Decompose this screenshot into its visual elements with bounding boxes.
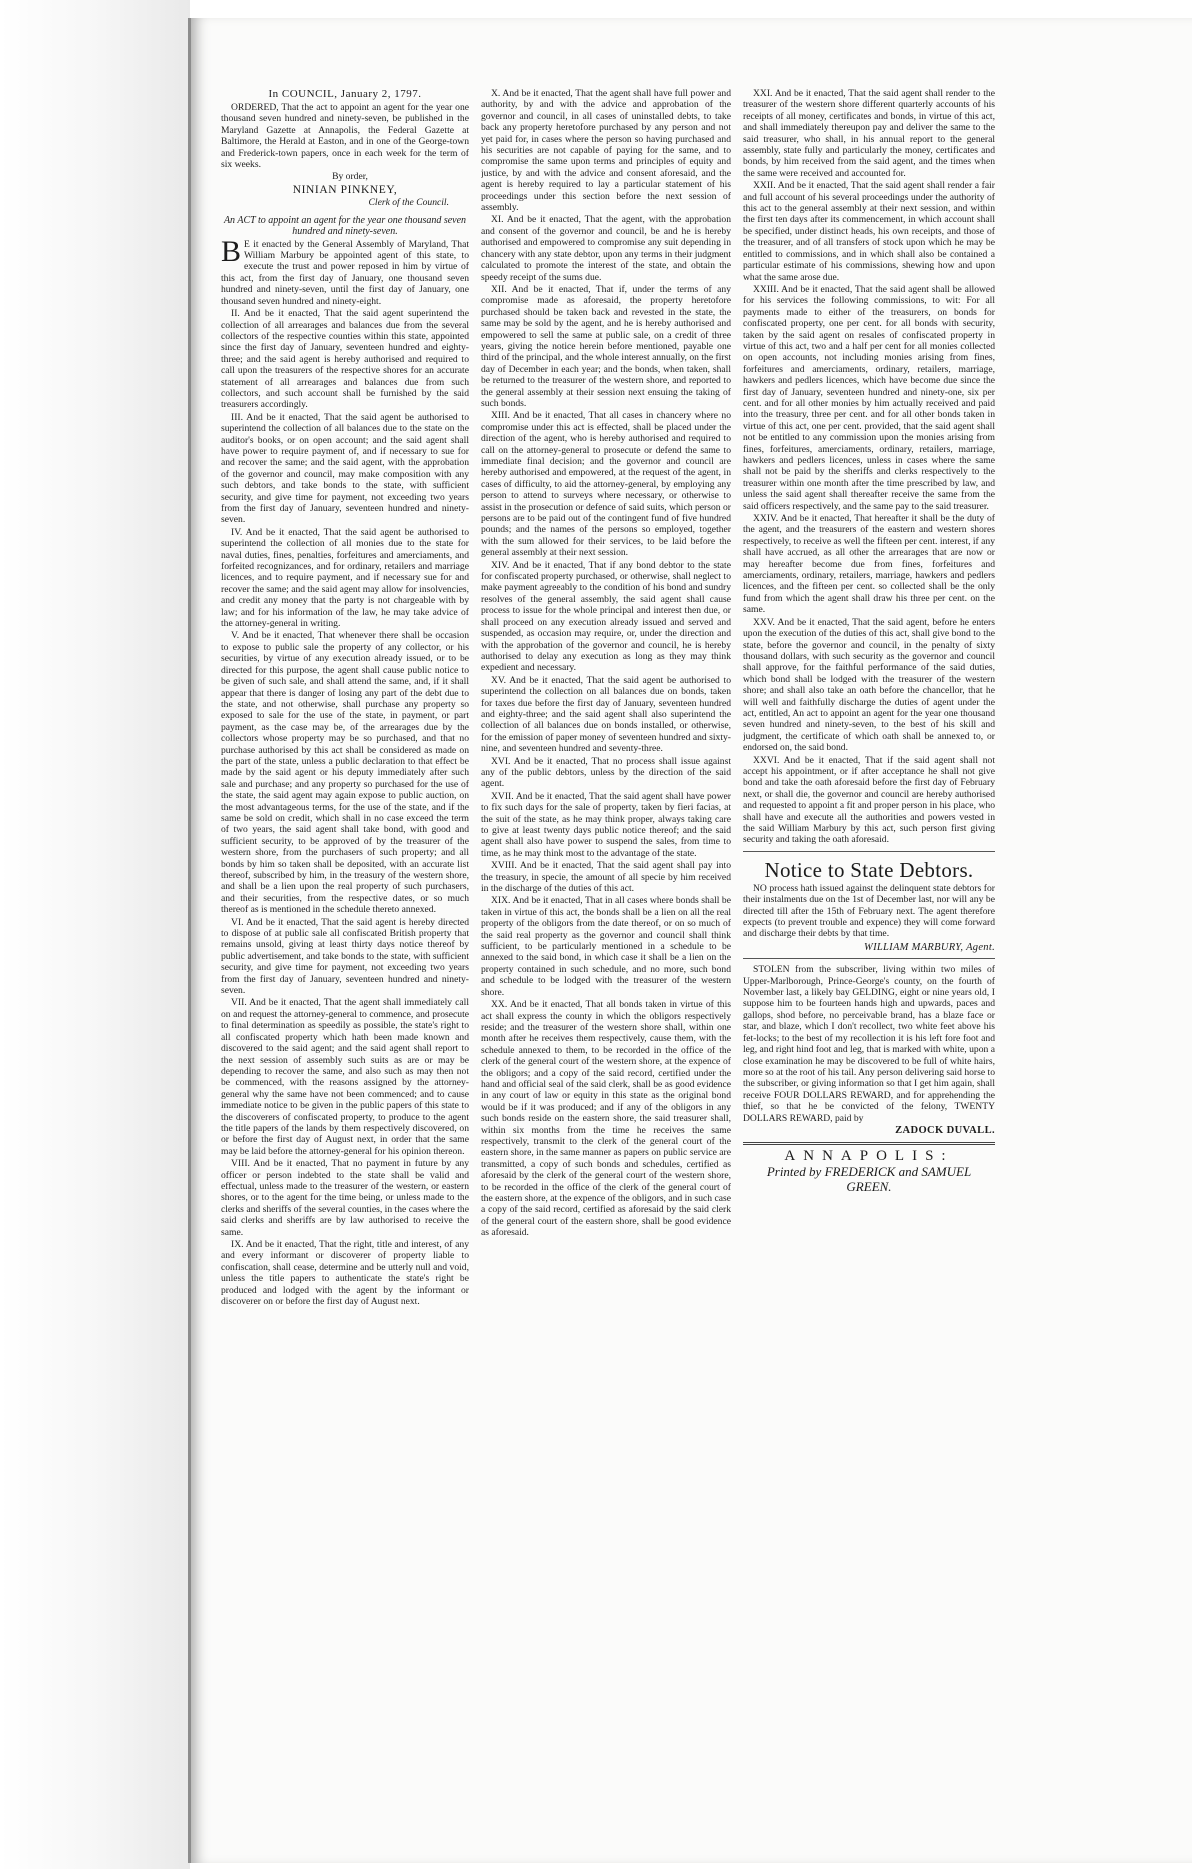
notice-body: NO process hath issued against the delinquent state debtors for their instalments due on the 1st of December last, nor will any be directed till after the 15th of February next. The agent therefore expects (to prevent trouble and expence) they will come forward and discharge their debts by that time. — [743, 882, 995, 940]
council-dateline: In COUNCIL, January 2, 1797. — [268, 88, 422, 100]
council-signer: NINIAN PINKNEY, — [292, 183, 398, 196]
column-3 — [743, 88, 995, 1823]
section-18: XVIII. And be it enacted, That the said agent shall pay into the treasury, in specie, the amount of all specie by him received in the discharge of the duties of this act. — [481, 860, 731, 895]
section-5: V. And be it enacted, That whenever there shall be occasion to expose to public sale the property of any collector, or his securities, by virtue of any execution already issued, or to be directed for this purpose, the agent shall cause public notice to be given of such sale, and shall attend the same, and, if it shall appear that there is danger of losing any part of the debt due to the state, and not otherwise, shall purchase any property so exposed to sale for the use of the state, in payment, or part payment, as the case may be, of the arrearages due by the collectors whose property may be so purchased, and that no purchase authorised by this act shall be considered as made on the part of the state, unless a public declaration to that effect be made by the said agent or his deputy immediately after such sale and purchase; and any property so purchased for the use of the state, the said agent may again expose to public auction, on the most advantageous terms, for the use of the state, and if the same be sold on credit, which shall in no case exceed the term of two years, the said agent shall take bond, with good and sufficient security, to be approved of by the treasurer of the western shore, from the purchasers of such property; and all bonds by him so taken shall be deposited, with an accurate list thereof, subscribed by him, in the treasury of the western shore, and shall be a lien upon the real property of such purchasers, and their securities, from the respective dates, or so much thereof as is mentioned in the schedule thereto annexed. — [221, 630, 469, 916]
section-16: XVI. And be it enacted, That no process shall issue against any of the public debtors, unless by the direction of the said agent. — [481, 755, 731, 790]
section-8: VIII. And be it enacted, That no payment in future by any officer or person indebted to the state shall be valid and effectual, unless made to the treasurer of the western, or eastern shores, or to the agent for the time being, or unless made to the clerks and sheriffs of the several counties, in the cases where the said clerks and sheriffs are by law authorised to receive the same. — [221, 1158, 469, 1238]
stolen-signer: ZADOCK DUVALL. — [895, 1124, 995, 1136]
section-divider — [743, 851, 995, 852]
section-1 — [221, 234, 469, 307]
section-22: XXII. And be it enacted, That the said agent shall render a fair and full account of his several proceedings under the authority of this act to the general assembly at their next session, and within the first ten days after its commencement, in which account shall be specified, under distinct heads, his own receipts, and those of the treasurer, and of all transfers of stock upon which he may be entitled to commissions, and in which shall also be contained a particular estimate of his commissions, shewing how and upon what the same arose due. — [743, 180, 995, 283]
book-spine-margin — [0, 0, 190, 1869]
imprint-city: ANNAPOLIS: — [784, 1148, 954, 1165]
section-21: XXI. And be it enacted, That the said agent shall render to the treasurer of the western shore different quarterly accounts of his receipts of all money, certificates and bonds, in virtue of this act, and shall immediately thereupon pay and deliver the same to the said treasurer, who shall, in his annual report to the general assembly, state fully and particularly the money, certificates and bonds, by him received from the said agent, and the times when the same were received and accounted for. — [743, 88, 995, 179]
section-24: XXIV. And be it enacted, That hereafter it shall be the duty of the agent, and the treasurers of the eastern and western shores respectively, to receive as well the fifteen per cent. interest, if any shall have accrued, as all other the arrearages that are now or may hereafter become due from fines, forfeitures and amerciaments, ordinary, retailers, marriage, hawkers and pedlers licences, and the fifteen per cent. so collected shall be the only fund from which the agent shall draw his three per cent. on the same. — [743, 513, 995, 616]
council-order: ORDERED, That the act to appoint an agent for the year one thousand seven hundred and ninety-seven, be published in the Maryland Gazette at Annapolis, the Federal Gazette at Baltimore, the Herald at Easton, and in one of the George-town and Frederick-town papers, once in each week for the term of six weeks. — [221, 102, 469, 171]
section-19: XIX. And be it enacted, That in all cases where bonds shall be taken in virtue of this act, the bonds shall be a lien on all the real property of the obligors from the date thereof, or on so much of the said real property as the governor and council shall think sufficient, to be particularly mentioned in a schedule to be annexed to the said bond, in which case it shall be a lien on the property contained in such schedule, and no more, such bond and schedule to be lodged with the treasurer of the western shore. — [481, 895, 731, 998]
section-23: XXIII. And be it enacted, That the said agent shall be allowed for his services the following commissions, to wit: For all payments made to either of the treasurers, on bonds for confiscated property, one per cent. for all bonds with security, taken by the said agent on resales of confiscated property in virtue of this act, two and a half per cent for all monies collected on open accounts, not including monies arising from fines, forfeitures and amerciaments, ordinary, retailers, marriage, hawkers and pedlers licences, which have become due since the first day of January, seventeen hundred and ninety-one, six per cent. and for all other monies by him actually received and paid into the treasury, three per cent. and for all other bonds taken in virtue of this act, one per cent. provided, that the said agent shall not be entitled to any commission upon the monies arising from fines, forfeitures, amerciaments, ordinary, retailers, marriage, hawkers and pedlers licences, unless in cases where the same shall not be paid by the sheriffs and clerks respectively to the treasurer within one month after the time prescribed by law, and unless the said agent shall thereafter receive the same from the said officers respectively, and the same pay to the said treasurer. — [743, 283, 995, 512]
section-15: XV. And be it enacted, That the said agent be authorised to superintend the collection on all balances due on bonds, taken for taxes due before the first day of January, seventeen hundred and eighty-three; and the said agent shall also superintend the collection of all balances due on bonds installed, or otherwise, for the emission of paper money of seventeen hundred and sixty-nine, and seventeen hundred and seventy-three. — [481, 674, 731, 755]
drop-cap-letter: B — [221, 234, 242, 268]
newspaper-page — [188, 18, 1192, 1863]
section-12: XII. And be it enacted, That if, under the terms of any compromise made as aforesaid, the property heretofore purchased should be taken back and revested in the state, the same may be sold by the agent, and he is hereby authorised and empowered to sell the same at public sale, on a credit of three years, giving the notice herein before mentioned, payable one third of the principal, and the whole interest annually, on the first day of December in each year; and the bonds, when taken, shall be returned to the treasurer of the western shore, and reported to the general assembly at their session next ensuing the taking of such bonds. — [481, 283, 731, 409]
section-2: II. And be it enacted, That the said agent superintend the collection of all arrearages and balances due from the several collectors of the respective counties within this state, appointed since the first day of January, seventeen hundred and eighty-three; and the said agent is hereby authorised and required to call upon the treasurers of the respective shores for an accurate statement of all arrearages and balances due from such collectors, and such account shall be furnished by the said treasurers accordingly. — [221, 308, 469, 411]
section-9: IX. And be it enacted, That the right, title and interest, of any and every informant or discoverer of property liable to confiscation, shall cease, determine and be utterly null and void, unless the title papers to authenticate the state's right be produced and lodged with the agent by the informant or discoverer on or before the first day of August next. — [221, 1239, 469, 1308]
notice-title: Notice to State Debtors. — [764, 857, 974, 882]
section-7: VII. And be it enacted, That the agent shall immediately call on and request the attorney-general to commence, and prosecute to final determination as speedily as possible, the state's right to all confiscated property which hath been made known and discovered to the said agent; and the said agent shall report to the next session of assembly such suits as are or may be depending to recover the same, and also such as may then not be commenced, with the reasons assigned by the attorney-general why the same have not been commenced; and to cause immediate notice to be given in the public papers of this state to the discoverers of confiscated property, to produce to the agent the title papers of the lands by them respectively discovered, on or before the first day of August next, in order that the same may be laid before the attorney-general for his opinion thereon. — [221, 997, 469, 1157]
section-17: XVII. And be it enacted, That the said agent shall have power to fix such days for the sale of property, taken by fieri facias, at the suit of the state, as he may think proper, always taking care to give at least twenty days public notice thereof; and the said agent shall also have power to suspend the sales, from time to time, as he may think most to the advantage of the state. — [481, 790, 731, 859]
section-6: VI. And be it enacted, That the said agent is hereby directed to dispose of at public sale all confiscated British property that remains unsold, giving at least thirty days notice thereof by public advertisement, and take bonds to the state, with sufficient security, and give time for payment, not exceeding two years from the first day of January, seventeen hundred and ninety-seven. — [221, 916, 469, 997]
section-3: III. And be it enacted, That the said agent be authorised to superintend the collection of all balances due to the state on the auditor's books, or on open account; and the said agent shall have power to require payment of, and if necessary to sue for and recover the same; and the said agent, with the approbation of the governor and council, may make composition with any such debtors, and take bonds to the state, with sufficient security, and give time for payment, not exceeding two years from the first day of January, seventeen hundred and ninety-seven. — [221, 411, 469, 526]
notice-signer: WILLIAM MARBURY, Agent. — [864, 941, 995, 953]
stolen-horse-notice: STOLEN from the subscriber, living within two miles of Upper-Marlborough, Prince-George's county, on the fourth of November last, a likely bay GELDING, eight or nine years old, I suppose him to be fourteen hands high and upwards, paces and gallops, shod before, no perceivable brand, has a blaze face or star, and blaze, which I don't recollect, two white feet above his fet-locks; to the best of my recollection it is his left fore foot and leg, and right hind foot and leg, that is marked with white, upon a close examination he may be discovered to be full of white hairs, more so at the root of his tail. Any person delivering said horse to the subscriber, or giving information so that I get him again, shall receive FOUR DOLLARS REWARD, and for apprehending the thief, so that he be convicted of the felony, TWENTY DOLLARS REWARD, paid by — [743, 964, 995, 1124]
section-4: IV. And be it enacted, That the said agent be authorised to superintend the collection of all monies due to the state for naval duties, fines, penalties, forfeitures and amerciaments, and forfeited recognizances, and for ordinary, retailers and marriage licences, and to require payment, and if necessary sue for and recover the same; and the said agent may allow for insolvencies, and credit any money that the party is not chargeable with by law; and for his information of the law, he may take advice of the attorney-general in writing. — [221, 526, 469, 630]
column-1 — [221, 88, 469, 1823]
section-26: XXVI. And be it enacted, That if the said agent shall not accept his appointment, or if after acceptance he shall not give bond and take the oath aforesaid before the first day of February next, or shall die, the governor and council are hereby authorised and requested to appoint a fit and proper person in his place, who shall have and execute all the authorities and powers vested in the said William Marbury by this act, such person first giving security and taking the oath aforesaid. — [743, 754, 995, 846]
section-14: XIV. And be it enacted, That if any bond debtor to the state for confiscated property purchased, or otherwise, shall neglect to make payment agreeably to the condition of his bond and sundry resolves of the general assembly, the said agent shall cause process to issue for the whole principal and interest then due, or shall proceed on any execution already issued and served and suspended, as occasion may require, or, under the direction and with the approbation of the governor and council, he is hereby authorised to delay any execution as long as they may think expedient and necessary. — [481, 559, 731, 674]
column-2 — [481, 88, 731, 1823]
imprint-printer: Printed by FREDERICK and SAMUEL GREEN. — [766, 1163, 972, 1194]
section-20: XX. And be it enacted, That all bonds taken in virtue of this act shall express the county in which the obligors respectively reside; and the treasurer of the western shore shall, within one month after he receives them respectively, cause them, with the schedule annexed to them, to be recorded in the office of the clerk of the general court of the western shore, at the expence of the obligors; and a copy of the said record, certified under the hand and official seal of the said clerk, shall be as good evidence in any court of law or equity in this state as the original bond would be if it was produced; and if any of the obligors in any such bonds reside on the eastern shore, the said treasurer shall, within six months from the time he receives the same respectively, transmit to the clerk of the general court of the eastern shore, in the same manner as papers on public service are transmitted, a copy of such bonds and schedules, certified as aforesaid by the clerk of the general court of the western shore, to be recorded in the office of the clerk of the general court of the eastern shore, at the expence of the obligors, and in such case a copy of the said record, certified as aforesaid by the said clerk of the general court of the eastern shore, shall be good evidence as aforesaid. — [481, 999, 731, 1239]
section-divider-2 — [743, 958, 995, 959]
by-order-line: By order, — [332, 171, 368, 183]
imprint-divider — [743, 1142, 995, 1145]
section-13: XIII. And be it enacted, That all cases in chancery where no compromise under this act is effected, shall be placed under the direction of the agent, who is hereby authorised and required to call on the attorney-general to prosecute or defend the same to immediate final decision; and the governor and council are hereby authorised and empowered, at the request of the agent, in cases of difficulty, to aid the attorney-general, by employing any person to attend to surveys where necessary, or otherwise to assist in the prosecution or defence of said suits, which person or persons are to be paid out of the contingent fund of five hundred pounds; and the names of the persons so employed, together with the sum allowed for their services, to be laid before the general assembly at their next session. — [481, 410, 731, 559]
section-10: X. And be it enacted, That the agent shall have full power and authority, by and with the advice and approbation of the governor and council, in all cases of uninstalled debts, to take back any property heretofore purchased by any person and not yet paid for, in cases where the person so having purchased and his securities are not capable of paying for the same, and to compromise the same upon terms and principles of equity and justice, by and with the advice and consent aforesaid, and the agent is hereby required to lay a particular statement of his proceedings under this section before the next session of assembly. — [481, 88, 731, 214]
section-11: XI. And be it enacted, That the agent, with the approbation and consent of the governor and council, be and he is hereby authorised and empowered to compromise any suit depending in chancery with any state debtor, upon any terms in their judgment calculated to promote the interest of the state, and obtain the speedy receipt of the sums due. — [481, 214, 731, 283]
act-title: An ACT to appoint an agent for the year one thousand seven hundred and ninety-seven. — [223, 214, 467, 238]
council-signer-title: Clerk of the Council. — [368, 197, 449, 209]
section-1-text: E it enacted by the General Assembly of Maryland, That William Marbury be appointed agent of this state, to execute the trust and power reposed in him by virtue of this act, from the first day of January, one thousand seven hundred and ninety-seven, until the first day of January, one thousand seven hundred and ninety-eight. — [221, 238, 469, 307]
section-25: XXV. And be it enacted, That the said agent, before he enters upon the execution of the duties of this act, shall give bond to the state, before the governor and council, in the penalty of sixty thousand dollars, with such security as the governor and council shall approve, for the faithful performance of the said duties, which bond shall be lodged with the treasurer of the western shore; and shall also take an oath before the chancellor, that he will well and faithfully discharge the duties of agent under the act, entitled, An act to appoint an agent for the year one thousand seven hundred and ninety-seven, to the best of his skill and judgment, the certificate of which oath shall be annexed to, or endorsed on, the said bond. — [743, 616, 995, 754]
